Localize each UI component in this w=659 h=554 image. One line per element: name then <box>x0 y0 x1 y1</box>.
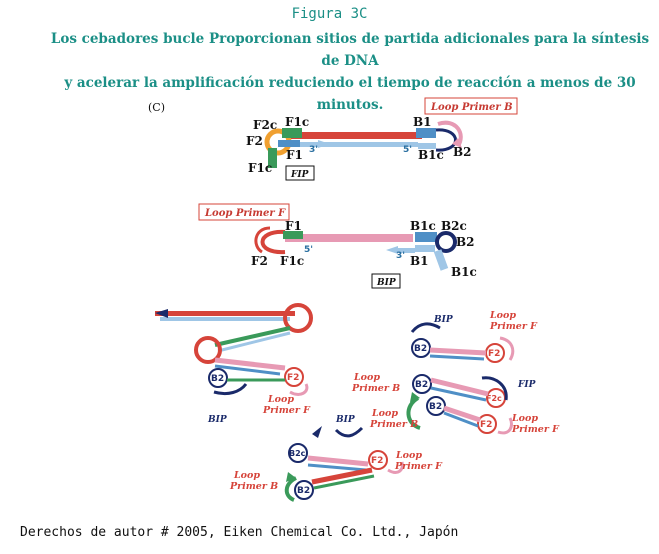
br-f2c-node-label: F2c <box>486 394 502 403</box>
br-f2-node-low-label: F2 <box>480 420 493 430</box>
middle-structure <box>199 204 477 288</box>
label-b2-top: B2 <box>453 145 472 159</box>
bc-loop-label-f: Loop <box>396 450 422 461</box>
br-loopf-arc-2 <box>498 418 512 433</box>
label-3prime-mid: 3' <box>396 251 406 261</box>
bl-primerf-label: Primer F <box>263 405 310 416</box>
bc-loop-label-b: Loop <box>234 470 260 481</box>
br-primerf-label-2: Primer F <box>512 424 559 435</box>
label-f1-mid: F1 <box>285 219 302 233</box>
label-f2-mid: F2 <box>251 254 268 268</box>
br-primerf-label-1: Primer F <box>490 321 537 332</box>
label-b1c-mid: B1c <box>410 219 436 233</box>
bl-f2-node-label: F2 <box>287 373 300 383</box>
bc-arrow <box>312 426 322 438</box>
label-b1-top: B1 <box>413 115 432 129</box>
br-bip-label: BIP <box>434 315 453 325</box>
label-f2c: F2c <box>253 118 278 132</box>
top-red-strand <box>290 132 422 139</box>
panel-label: (C) <box>148 101 165 114</box>
mid-b1c-block <box>415 232 437 242</box>
br-loop-label-3: Loop <box>372 408 398 419</box>
bc-strand-c <box>312 470 372 482</box>
br-b2-node-mid-label: B2 <box>415 380 429 390</box>
mid-b1-block <box>415 245 435 252</box>
bc-f2-node-label: F2 <box>371 456 384 466</box>
caption-line-2: y acelerar la amplificación reduciendo el tiempo de reacción a menos de 30 minutos. <box>64 75 636 113</box>
top-b1-block <box>416 128 436 138</box>
label-f1c-bottom: F1c <box>248 161 273 175</box>
br-loop-label-2: Loop <box>354 372 380 383</box>
label-b1c-bottom: B1c <box>451 265 477 279</box>
label-b1c-top: B1c <box>418 148 444 162</box>
top-f1c-block <box>282 128 302 138</box>
bottom-right-structure <box>351 310 560 435</box>
bip-label: BIP <box>377 278 396 288</box>
top-structure <box>246 98 517 180</box>
figure-title: Figura 3C <box>291 6 368 22</box>
bl-bip-label: BIP <box>208 415 227 425</box>
label-f1-top: F1 <box>286 148 303 162</box>
br-f2-node-top-label: F2 <box>488 349 501 359</box>
br-fip-label: FIP <box>518 380 536 390</box>
label-5prime-mid: 5' <box>304 245 314 255</box>
bottom-left-structure <box>155 305 311 425</box>
loop-primer-f-label: Loop Primer F <box>205 208 286 219</box>
br-bip-hook <box>412 324 440 332</box>
br-top-strand-2 <box>430 356 484 359</box>
copyright-notice: Derechos de autor # 2005, Eiken Chemical Co. Ltd., Japón <box>20 525 459 540</box>
bl-b2-node-label: B2 <box>211 374 225 384</box>
label-f1c-top: F1c <box>285 115 310 129</box>
label-b1-mid: B1 <box>410 254 429 268</box>
bl-top-strand-red <box>155 311 295 316</box>
br-loop-label-4: Loop <box>512 413 538 424</box>
bc-b2c-node-label: B2c <box>289 449 306 458</box>
fip-label: FIP <box>291 170 309 180</box>
br-primerb-label-2: Primer B <box>370 419 419 430</box>
mid-pink-strand <box>285 234 413 242</box>
label-5prime-top: 5' <box>403 145 413 155</box>
bc-strand-b <box>308 465 366 470</box>
loop-primer-b-label: Loop Primer B <box>431 102 513 113</box>
bl-loop-label: Loop <box>268 394 294 405</box>
bl-top-strand-blue <box>160 317 290 321</box>
bc-bip-label: BIP <box>336 415 355 425</box>
label-3prime-top: 3' <box>309 145 319 155</box>
label-f1c-mid: F1c <box>280 254 305 268</box>
br-strand-a <box>431 380 488 394</box>
label-f2-top: F2 <box>246 134 263 148</box>
top-f1-block <box>278 140 300 147</box>
br-b2-node-low-label: B2 <box>429 402 443 412</box>
mid-right-loop <box>437 233 455 251</box>
caption-line-1: Los cebadores bucle Proporcionan sitios de partida adicionales para la síntesis de DNA <box>50 31 650 69</box>
bc-strand-a <box>308 458 368 464</box>
label-b2c-mid: B2c <box>441 219 467 233</box>
bc-primerb-label: Primer B <box>230 481 279 492</box>
label-b2-mid: B2 <box>456 235 475 249</box>
bc-primerf-label: Primer F <box>395 461 442 472</box>
bl-top-arrow <box>155 309 168 318</box>
br-primerb-label-1: Primer B <box>352 383 401 394</box>
br-top-strand <box>430 350 486 353</box>
br-b2-node-top-label: B2 <box>414 344 428 354</box>
bc-b2-node-label: B2 <box>297 486 311 496</box>
br-loop-label-1: Loop <box>490 310 516 321</box>
bc-bip-hook <box>336 428 362 436</box>
mid-left-loop <box>263 232 286 252</box>
